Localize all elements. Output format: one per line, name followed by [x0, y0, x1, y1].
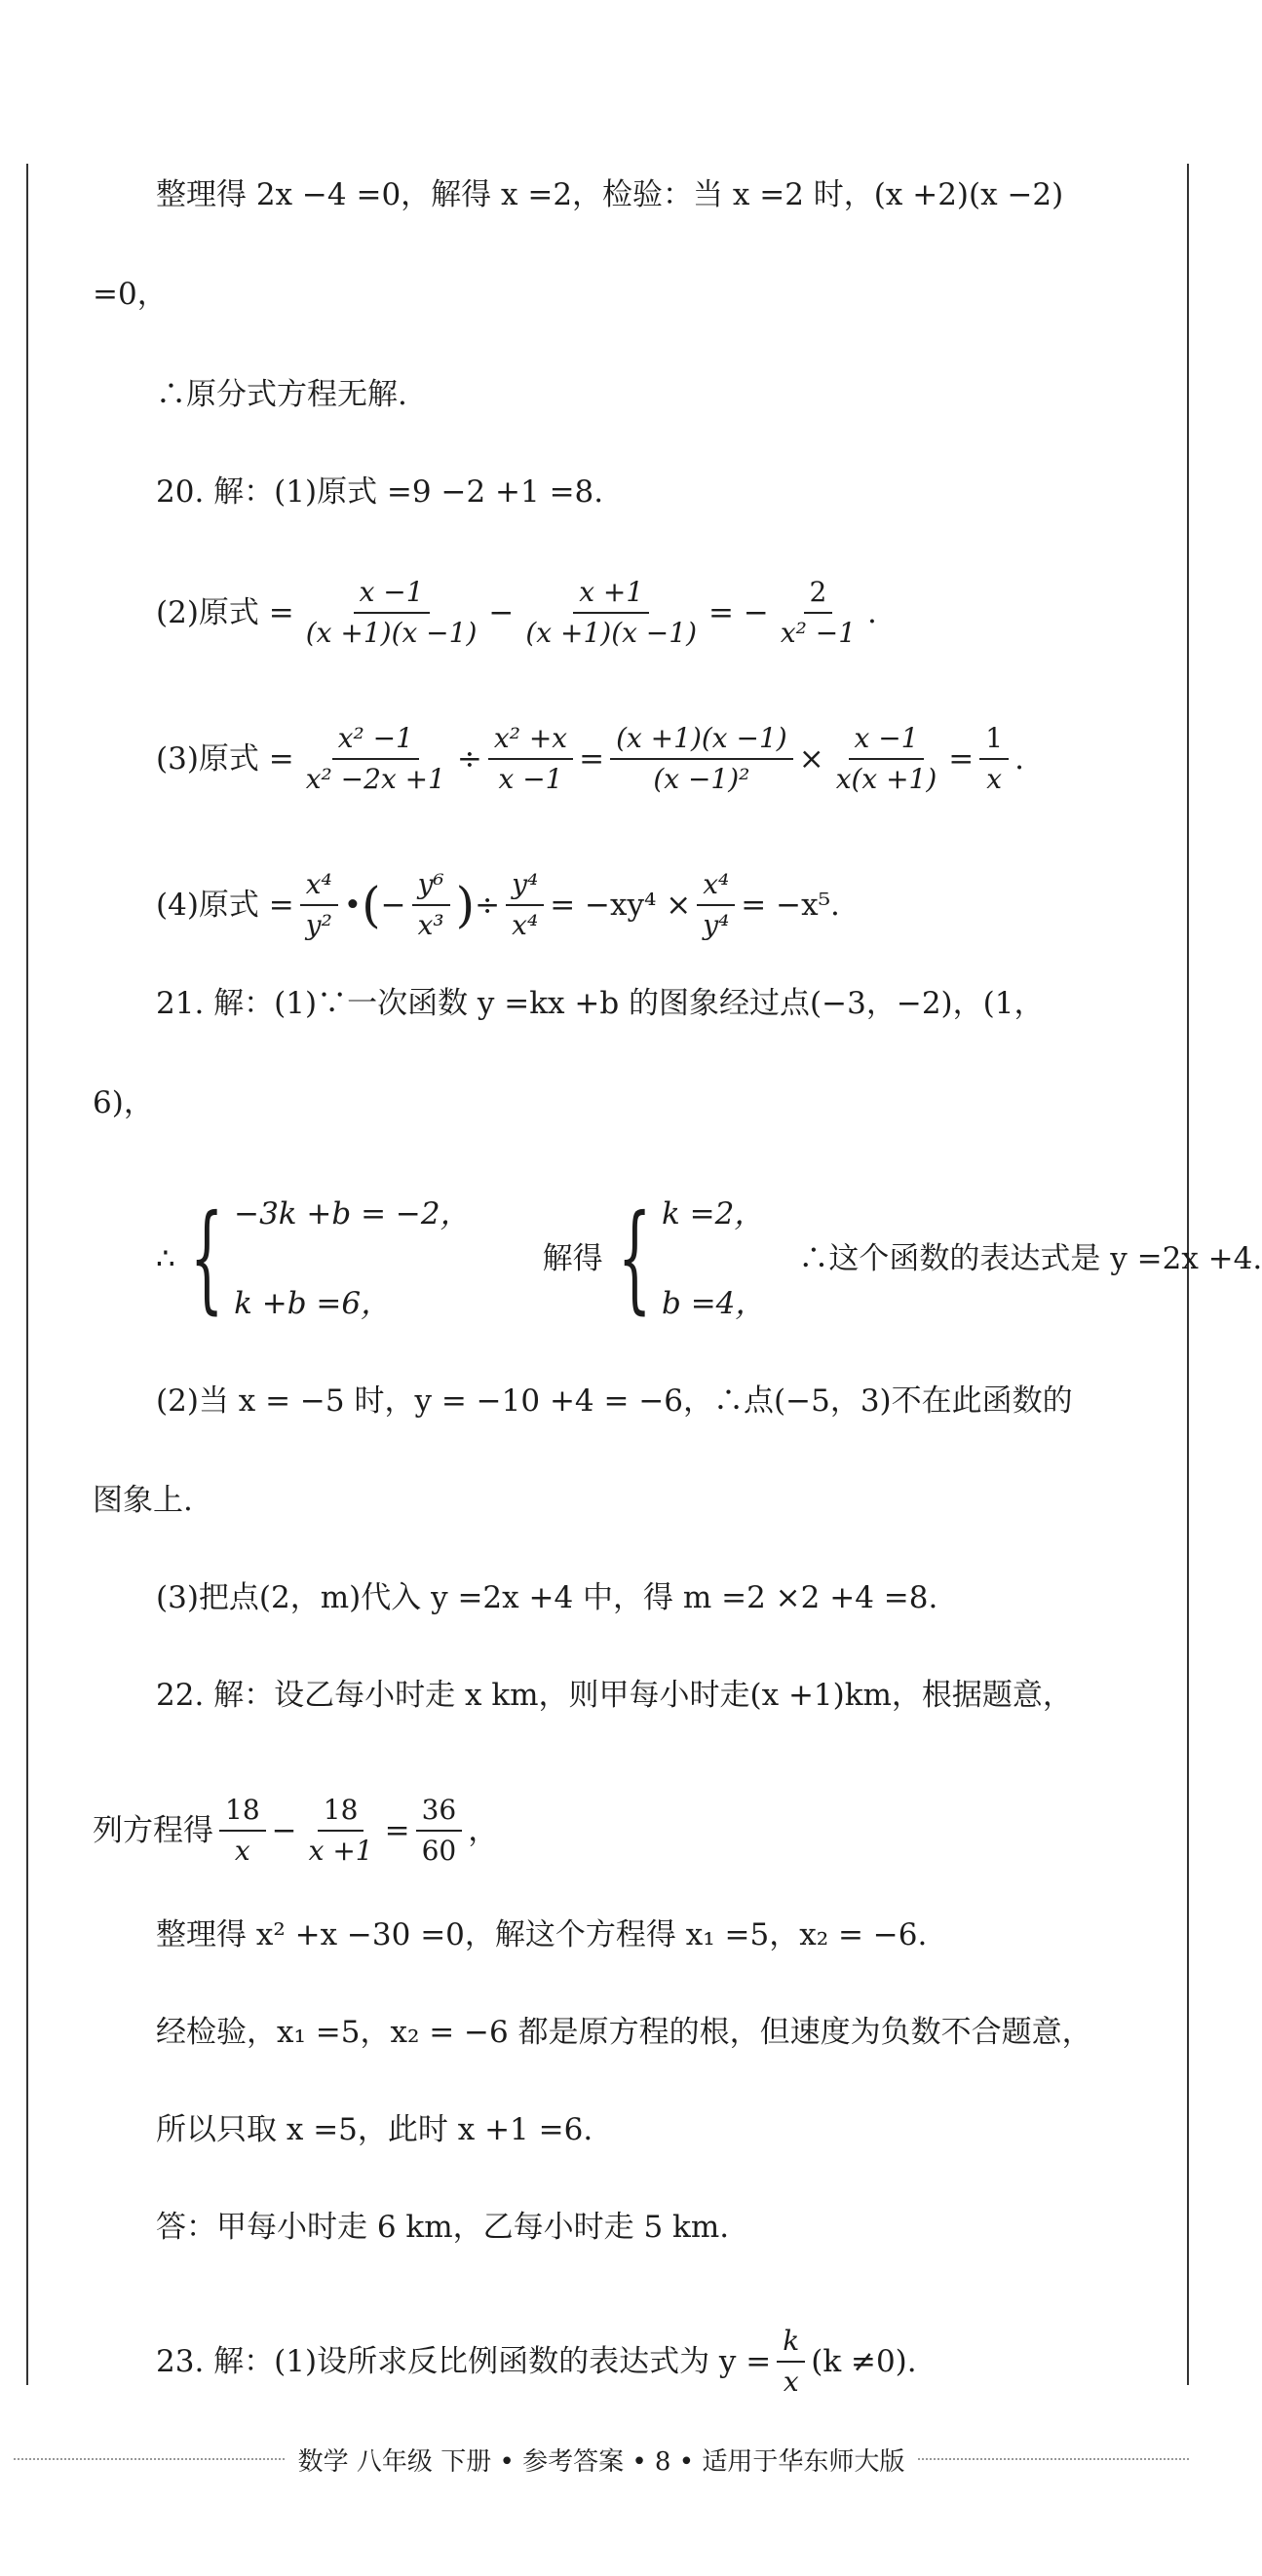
fraction: $\frac{\text{x² +x}}{x -1}$	[488, 721, 573, 797]
fraction: $\frac{x -1}{(x +1)(x -1)}$	[305, 576, 478, 649]
system-1	[179, 1191, 471, 1326]
left-margin-rule	[26, 164, 28, 2385]
text-line: 21. 解：(1)∵一次函数 y =kx +b 的图象经过点(−3，−2)，(1，	[156, 986, 1045, 1021]
page-footer	[0, 2440, 1203, 2479]
operator: =	[948, 741, 975, 777]
fraction: $\frac{2}{\text{x² −1}}$	[780, 576, 857, 649]
paren-right: )	[455, 877, 476, 933]
text-line: 经检验，x₁ =5，x₂ = −6 都是原方程的根，但速度为负数不合题意，	[156, 2015, 1092, 2050]
paren-left: (	[362, 877, 381, 933]
fraction: $\frac{x -1}{x(x +1)}$	[835, 722, 937, 795]
fraction: $\frac{\text{x² −1}}{\text{x² −2x +1}}$	[305, 722, 445, 795]
fraction: $\frac{\text{y⁶}}{\text{x³}}$	[412, 867, 450, 943]
equation-23	[156, 2324, 917, 2400]
system-row: k +b =6，	[234, 1286, 392, 1321]
solve-label: 解得	[542, 1241, 603, 1276]
operator: ÷	[475, 888, 501, 923]
therefore-symbol: ∴	[156, 1241, 175, 1276]
operator: −	[488, 595, 515, 630]
fraction: $\frac{1}{x}$	[979, 721, 1009, 797]
equation-label: (2)原式 =	[156, 595, 294, 630]
system-row: b =4，	[662, 1286, 766, 1321]
footer-divider	[918, 2458, 1189, 2460]
equation-4	[156, 867, 840, 943]
text-line: (2)当 x = −5 时，y = −10 +4 = −6，∴点(−5，3)不在此函数的	[156, 1383, 1073, 1419]
text-line: 所以只取 x =5，此时 x +1 =6.	[156, 2112, 593, 2147]
footer-text: 数学 八年级 下册 • 参考答案 • 8 • 适用于华东师大版	[297, 2446, 905, 2477]
text-line: 图象上.	[93, 1483, 193, 1518]
brace: {	[617, 1191, 652, 1326]
operator: −	[271, 1813, 297, 1848]
operator: = −	[708, 595, 769, 630]
operator: =	[384, 1813, 410, 1848]
equation-system	[156, 1191, 1262, 1327]
operator: = −x⁵.	[741, 888, 840, 923]
operator: •	[343, 888, 363, 923]
operator: ÷	[456, 741, 482, 777]
fraction: $\frac{18}{x +1}$	[308, 1794, 373, 1867]
system-row: k =2，	[662, 1196, 765, 1231]
system-2	[607, 1191, 766, 1326]
text-line: 整理得 2x −4 =0，解得 x =2，检验：当 x =2 时，(x +2)(x −2)	[156, 177, 1064, 212]
operator: .	[1014, 741, 1024, 777]
fraction: $\frac{\text{y⁴}}{\text{x⁴}}$	[506, 867, 544, 943]
fraction: $\frac{(x +1)(x -1)}{\text{(x −1)²}}$	[610, 721, 793, 797]
operator: =	[579, 741, 605, 777]
equation-22	[93, 1793, 498, 1869]
text-line: (3)把点(2，m)代入 y =2x +4 中，得 m =2 ×2 +4 =8.	[156, 1580, 938, 1615]
fraction: $\frac{k}{x}$	[777, 2324, 805, 2400]
text-line: =0，	[93, 277, 168, 312]
operator: = −xy⁴ ×	[550, 888, 692, 923]
footer-divider	[14, 2458, 285, 2460]
system-row: −3k +b = −2，	[234, 1196, 471, 1231]
text-line: ∴原分式方程无解.	[156, 377, 407, 412]
fraction: $\frac{\text{x⁴}}{\text{y⁴}}$	[697, 867, 735, 943]
text-line: 答：甲每小时走 6 km，乙每小时走 5 km.	[156, 2210, 730, 2245]
equation-label: (3)原式 =	[156, 741, 294, 777]
text-line: 22. 解：设乙每小时走 x km，则甲每小时走(x +1)km，根据题意，	[156, 1678, 1073, 1713]
fraction: $\frac{36}{60}$	[416, 1793, 463, 1869]
text-line: 6)，	[93, 1085, 154, 1120]
fraction: $\frac{x +1}{(x +1)(x -1)}$	[525, 576, 698, 649]
operator: ×	[798, 741, 824, 777]
equation-label: 列方程得	[93, 1813, 213, 1848]
operator: .	[867, 595, 877, 630]
text-segment: ∴这个函数的表达式是 y =2x +4.	[798, 1241, 1262, 1276]
equation-label: (4)原式 =	[156, 888, 294, 923]
equation-2	[156, 575, 877, 651]
operator: −	[380, 888, 406, 923]
fraction: $\frac{18}{x}$	[219, 1793, 266, 1869]
fraction: $\frac{\text{x⁴}}{\text{y²}}$	[300, 867, 338, 943]
brace: {	[189, 1191, 224, 1326]
equation-3	[156, 721, 1024, 797]
equation-label: 23. 解：(1)设所求反比例函数的表达式为 y =	[156, 2344, 772, 2379]
text-segment: (k ≠0).	[811, 2344, 917, 2379]
text-line: 20. 解：(1)原式 =9 −2 +1 =8.	[156, 474, 604, 510]
operator: ，	[468, 1813, 499, 1848]
text-line: 整理得 x² +x −30 =0，解这个方程得 x₁ =5，x₂ = −6.	[156, 1917, 928, 1952]
